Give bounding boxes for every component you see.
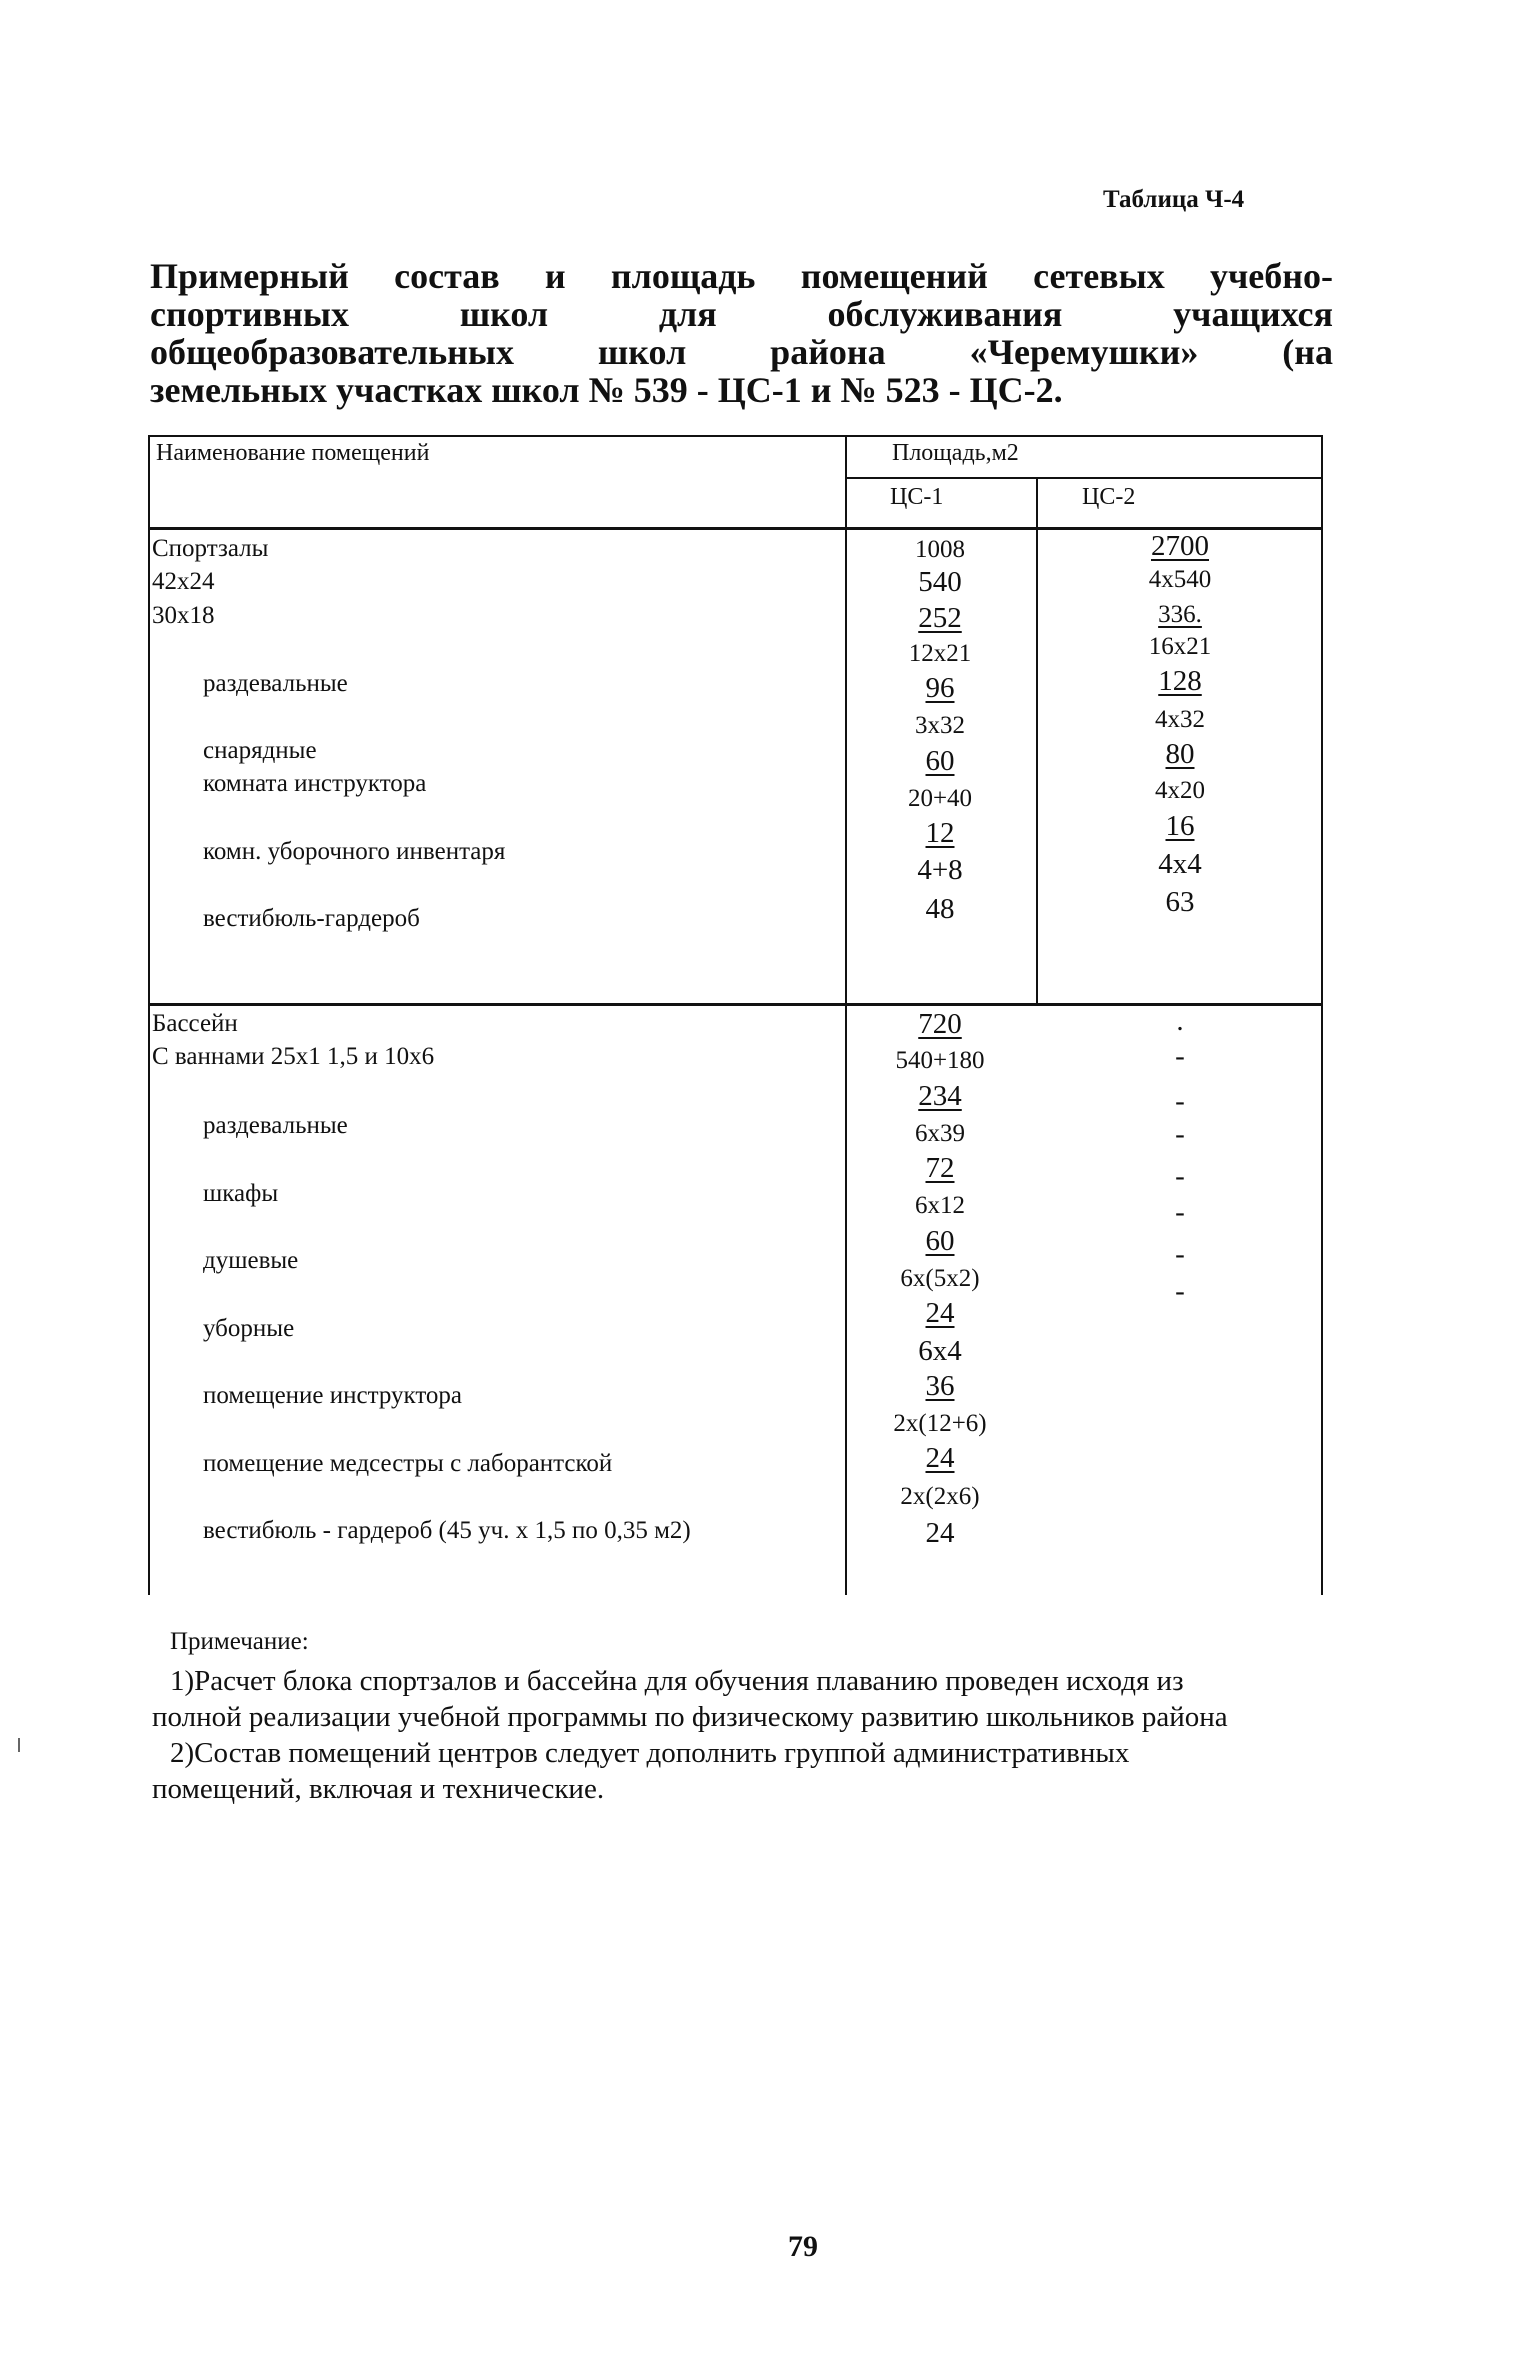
cs2-value: 4x4 [1158,848,1202,880]
cs1-value: 540+180 [895,1047,985,1074]
cs1-value: 6x4 [918,1335,962,1367]
column-divider-name [845,435,847,1595]
row-label: Спортзалы [152,535,269,562]
note-line: помещений, включая и технические. [152,1773,605,1805]
column-divider-cs [1036,477,1038,1003]
cs2-value: 63 [1165,886,1195,918]
cs1-value: 24 [925,1442,955,1474]
cs2-value: 4x32 [1155,706,1205,733]
cs2-value: - [1175,1275,1185,1307]
header-bottom-border [148,527,1323,530]
table-right-border [1321,435,1323,1595]
row-label: помещение медсестры с лаборантской [203,1450,613,1477]
cs1-value: 12x21 [908,640,972,667]
row-label: уборные [203,1315,295,1342]
cs2-value: . [1176,1005,1184,1037]
area-subheader-border [845,477,1323,479]
header-cs1: ЦС-1 [890,484,944,510]
row-label: 30x18 [152,602,215,629]
row-label: Бассейн [152,1010,238,1037]
cs1-value: 234 [918,1080,962,1112]
row-label: раздевальные [203,1112,348,1139]
cs1-value: 252 [918,602,962,634]
cs2-value: - [1175,1085,1185,1117]
cs1-value: 3x32 [915,712,965,739]
cs2-value: 128 [1158,665,1202,697]
cs1-value: 6x39 [915,1120,965,1147]
cs1-value: 4+8 [917,854,963,886]
row-label: раздевальные [203,670,348,697]
cs1-value: 2x(12+6) [893,1410,987,1437]
cs1-value: 24 [925,1297,955,1329]
cs1-value: 24 [925,1517,955,1549]
cs1-value: 72 [925,1152,955,1184]
row-label: душевые [203,1247,299,1274]
page-number: 79 [788,2230,818,2263]
row-label: шкафы [203,1180,279,1207]
section-divider [148,1003,1323,1006]
cs2-value: 4x20 [1155,777,1205,804]
cs2-value: 80 [1165,738,1195,770]
table-top-border [148,435,1323,437]
cs1-value: 12 [925,817,955,849]
scan-mark [18,1738,20,1752]
cs1-value: 60 [925,745,955,777]
row-label: помещение инструктора [203,1382,463,1409]
cs1-value: 2x(2x6) [900,1483,980,1510]
cs2-value: - [1175,1118,1185,1150]
cs1-value: 540 [918,566,962,598]
table-left-border [148,435,150,1595]
cs1-value: 6x12 [915,1192,965,1219]
cs2-value: - [1175,1196,1185,1228]
title-line-3: общеобразовательных школ района «Черемушки» (на [150,332,1333,372]
note-line: 1)Расчет блока спортзалов и бассейна для обучения плаванию проведен исходя из [170,1665,1184,1697]
cs2-value: 16 [1165,810,1195,842]
note-line: 2)Состав помещений центров следует дополнить группой административных [170,1737,1130,1769]
table-label: Таблица Ч-4 [1103,186,1245,213]
title-line-4: земельных участках школ № 539 - ЦС-1 и № 523 - ЦС-2. [150,370,1063,410]
row-label: снарядные [203,737,317,764]
header-area: Площадь,м2 [892,440,1019,466]
row-label: С ваннами 25x1 1,5 и 10x6 [152,1043,435,1070]
cs2-value: 4x540 [1148,566,1212,593]
cs2-value: - [1175,1160,1185,1192]
cs2-value: - [1175,1040,1185,1072]
cs1-value: 48 [925,893,955,925]
row-label: 42x24 [152,568,215,595]
header-name: Наименование помещений [156,440,430,466]
cs1-value: 720 [918,1008,962,1040]
cs1-value: 96 [925,672,955,704]
note-line: полной реализации учебной программы по физическому развитию школьников района [152,1701,1228,1733]
cs1-value: 1008 [915,536,965,563]
cs2-value: - [1175,1238,1185,1270]
cs2-value: 336. [1158,601,1202,628]
cs2-value: 2700 [1151,530,1209,562]
cs2-value: 16x21 [1148,633,1212,660]
cs1-value: 6x(5x2) [900,1265,980,1292]
row-label: вестибюль-гардероб [203,905,420,932]
row-label: комн. уборочного инвентаря [203,838,506,865]
title-line-1: Примерный состав и площадь помещений сетевых учебно- [150,256,1333,296]
title-line-2: спортивных школ для обслуживания учащихся [150,294,1333,334]
cs1-value: 60 [925,1225,955,1257]
row-label: комната инструктора [203,770,427,797]
cs1-value: 36 [925,1370,955,1402]
row-label: вестибюль - гардероб (45 уч. x 1,5 по 0,35 м2) [203,1517,691,1544]
header-cs2: ЦС-2 [1082,484,1136,510]
cs1-value: 20+40 [907,785,973,812]
notes-heading: Примечание: [170,1628,309,1655]
